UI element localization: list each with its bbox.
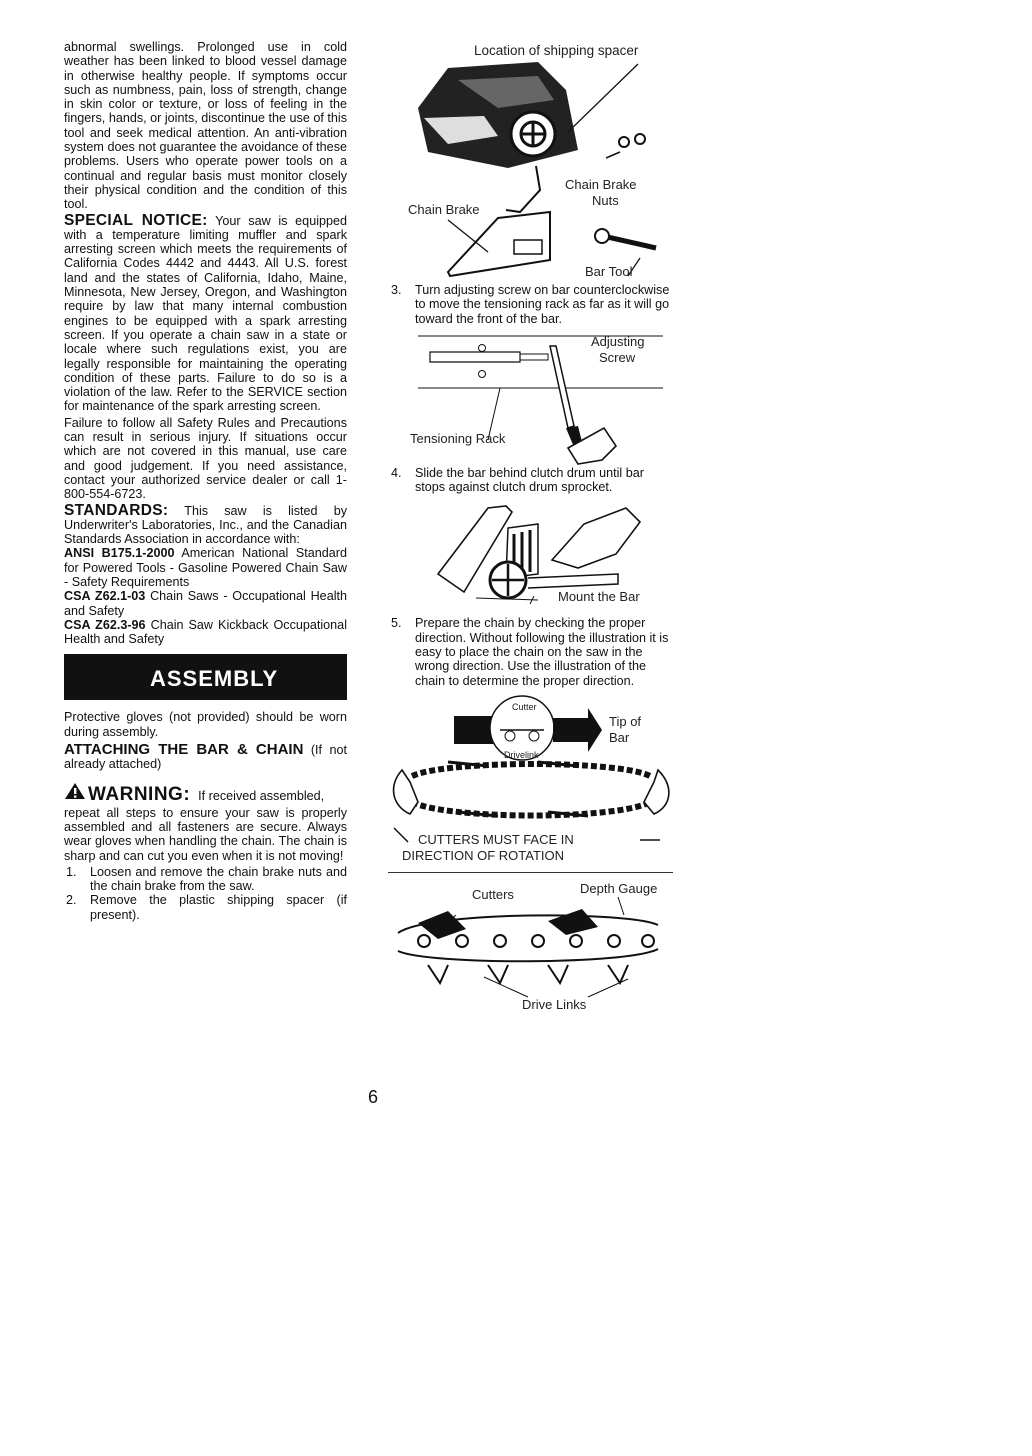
list-item: 1. Loosen and remove the chain brake nuts and the chain brake from the saw. <box>66 864 347 894</box>
bar-tool-label: Bar Tool <box>585 264 633 279</box>
warning-triangle-icon <box>64 782 86 800</box>
chain-brake-nuts-label-2: Nuts <box>592 193 619 208</box>
csa1-text: Chain Saws - Occupational Health and Safety <box>64 589 347 618</box>
step-5: 5. Prepare the chain by checking the proper direction. Without following the illustration it is easy to place the chain on the saw in the wrong direction. Use the illustration of the chain to determine the proper direction. <box>391 616 669 688</box>
csa2-code: CSA Z62.3-96 <box>64 617 146 632</box>
intro-paragraph: abnormal swellings. Prolonged use in cold weather has been linked to blood vessel damage in otherwise healthy people. If symptoms occur such as numbness, pain, loss of strength, change in skin color or texture, or loss of feeling in the fingers, hands, or joints, discontinue the use of this tool and seek medical attention. An anti-vibration system does not guarantee the avoidance of these problems. Users who operate power tools on a continual and regular basis must monitor closely their physical condition and the condition of this tool. <box>64 40 347 212</box>
assembly-banner: ASSEMBLY <box>64 654 347 700</box>
special-notice-text: Your saw is equipped with a temperature limiting muffler and spark arresting screen which meets the requirements of California Codes 4442 and 4443. All U.S. forest land and the states of California, Idaho, Maine, Minnesota, New Jersey, Oregon, and Washington require by law that many internal combustion engines to be equipped with a spark arresting screen. If you operate a chain saw in a state or locale where such regulations exist, you are legally responsible for maintaining the operating condition of these parts. Failure to do so is a violation of the law. Refer to the SERVICE section for maintenance of the spark arresting screen. <box>64 213 348 414</box>
chain-brake-label: Chain Brake <box>408 202 480 217</box>
failure-paragraph: Failure to follow all Safety Rules and Precautions can result in serious injury. If situations occur which are not covered in this manual, use care and good judgement. If you need assistance, contact your authorized service dealer or call 1-800-554-6723. <box>64 415 347 502</box>
right-column <box>388 40 673 1018</box>
csa2-text: Chain Saw Kickback Occupational Health and Safety <box>64 617 347 647</box>
depth-gauge-label: Depth Gauge <box>580 880 658 896</box>
standards-paragraph <box>64 501 347 547</box>
figure-chain-brake <box>388 40 673 277</box>
warning-rest: repeat all steps to ensure your saw is properly assembled and all fasteners are secure. Always wear gloves when handling the chain. The chain is sharp and can cut you even when it is not moving! <box>64 805 347 863</box>
adjusting-label-1: Adjusting <box>591 333 645 349</box>
figure-chain-parts <box>388 873 673 1018</box>
attaching-heading-line <box>64 743 347 772</box>
step-4: 4. Slide the bar behind clutch drum until bar stops against clutch drum sprocket. <box>391 465 644 495</box>
tip-of-bar-label-1: Tip of <box>609 713 642 729</box>
special-notice-heading: SPECIAL NOTICE: <box>64 211 208 229</box>
csa1-code: CSA Z62.1-03 <box>64 589 146 604</box>
special-notice-paragraph <box>64 211 348 414</box>
saw-chain-brake-illustration <box>388 40 673 277</box>
cutters-label: Cutters <box>472 886 514 902</box>
cutter-label: Cutter <box>512 701 537 712</box>
drive-links-label: Drive Links <box>522 996 587 1012</box>
ansi-text: American National Standard for Powered Tools - Gasoline Powered Chain Saw - Safety Requirements <box>64 546 347 589</box>
figure-mount-bar <box>388 494 673 610</box>
ansi-standard <box>64 546 347 589</box>
cutters-face-label-1: CUTTERS MUST FACE IN <box>418 831 574 847</box>
standards-text: This saw is listed by Underwriter's Laboratories, Inc., and the Canadian Standards Association in accordance with: <box>64 503 347 547</box>
warning-label: WARNING: <box>88 783 191 805</box>
warning-text: If received assembled, <box>198 788 325 803</box>
attaching-heading: ATTACHING THE BAR & CHAIN <box>64 741 304 759</box>
warning-line <box>64 782 347 806</box>
page-number: 6 <box>368 1087 379 1107</box>
csa1-standard <box>64 589 347 618</box>
ansi-code: ANSI B175.1-2000 <box>64 546 175 561</box>
assembly-steps-list <box>64 865 347 922</box>
mount-bar-label: Mount the Bar <box>558 589 640 605</box>
left-column <box>64 40 347 922</box>
attaching-note: (If not already attached) <box>64 743 348 772</box>
figure-adjusting-screw <box>388 328 673 470</box>
csa2-standard <box>64 618 347 647</box>
spacer-label: Location of shipping spacer <box>474 43 639 58</box>
step-3: 3. Turn adjusting screw on bar counterclockwise to move the tensioning rack as far as it will go toward the front of the bar. <box>391 283 670 326</box>
standards-heading: STANDARDS: <box>64 501 169 519</box>
chain-brake-nuts-label-1: Chain Brake <box>565 177 637 192</box>
gloves-paragraph: Protective gloves (not provided) should be worn during assembly. <box>64 710 347 739</box>
tip-of-bar-label-2: Bar <box>609 729 630 745</box>
figure-chain-direction <box>388 690 673 864</box>
list-item: 2. Remove the plastic shipping spacer (if present). <box>66 893 347 922</box>
drivelink-label: Drivelink <box>504 749 539 760</box>
tensioning-rack-label: Tensioning Rack <box>410 430 506 446</box>
cutters-face-label-2: DIRECTION OF ROTATION <box>402 847 565 863</box>
adjusting-label-2: Screw <box>599 349 636 365</box>
